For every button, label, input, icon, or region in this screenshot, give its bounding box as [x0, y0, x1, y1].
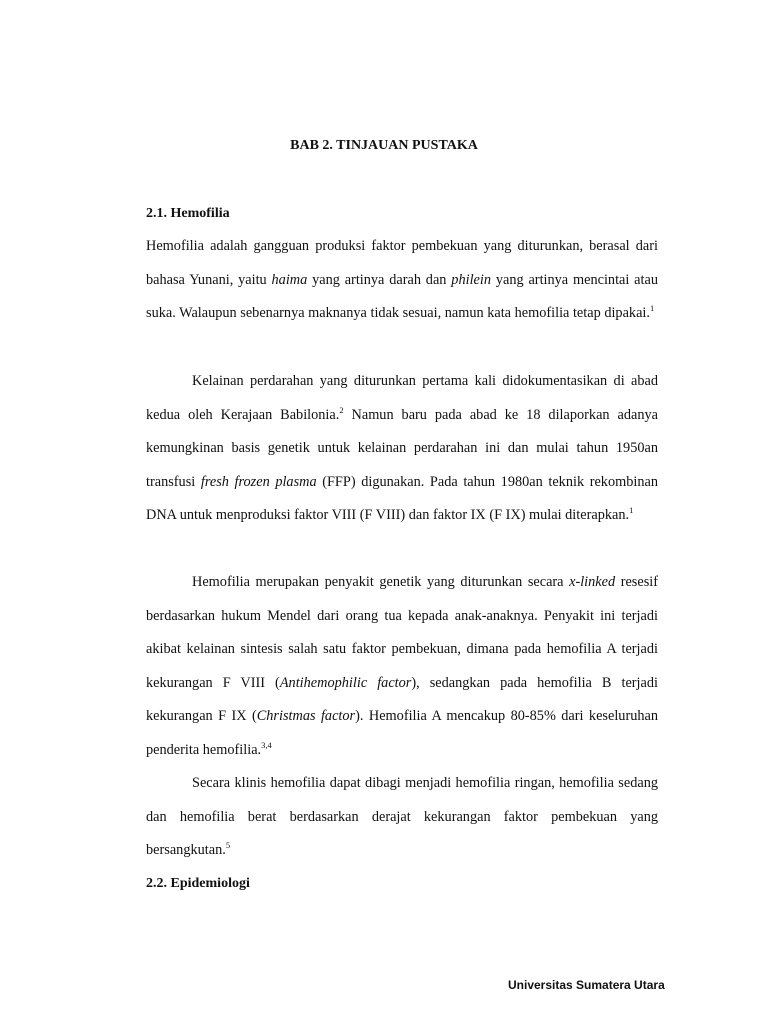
- paragraph-3: [146, 566, 658, 768]
- citation-superscript: 3,4: [261, 739, 272, 750]
- paragraph-4: [146, 767, 658, 868]
- italic-term: Christmas factor: [256, 708, 356, 725]
- paragraph-text: Secara klinis hemofilia dapat dibagi menjadi hemofilia ringan, hemofilia sedang dan hemofilia berat berdasarkan derajat kekurangan faktor pembekuan yang bersangkutan.: [146, 775, 658, 859]
- citation-superscript: 1: [629, 505, 634, 516]
- paragraph-2: [146, 365, 658, 533]
- section-heading-hemofilia: 2.1. Hemofilia: [146, 206, 230, 221]
- paragraph-text: Kelainan perdarahan yang diturunkan pertama kali didokumentasikan di abad kedua oleh Kerajaan Babilonia.: [146, 373, 658, 423]
- paragraph-text: yang artinya darah dan: [307, 271, 452, 288]
- chapter-title: BAB 2. TINJAUAN PUSTAKA: [290, 138, 478, 153]
- citation-superscript: 5: [225, 840, 231, 851]
- italic-term: Antihemophilic factor: [279, 674, 412, 691]
- footer-university: Universitas Sumatera Utara: [508, 978, 665, 992]
- paragraph-text: yang artinya mencintai atau suka. Walaupun sebenarnya maknanya tidak sesuai, namun kata hemofilia tetap dipakai.: [146, 271, 658, 322]
- section-heading-epidemiologi: 2.2. Epidemiologi: [146, 876, 250, 891]
- italic-term: haima: [271, 271, 308, 288]
- citation-superscript: 1: [649, 303, 655, 314]
- citation-superscript: 2: [339, 404, 344, 415]
- italic-term: x-linked: [569, 574, 616, 590]
- italic-term: philein: [451, 271, 492, 288]
- paragraph-text: Hemofilia merupakan penyakit genetik yang diturunkan secara: [192, 574, 570, 590]
- paragraph-text: Namun baru pada abad ke 18 dilaporkan adanya kemungkinan basis genetik untuk kelainan perdarahan ini dan mulai tahun 1950an transfusi: [146, 406, 658, 490]
- paragraph-1: [146, 230, 658, 331]
- italic-term: fresh frozen plasma: [200, 473, 317, 490]
- paragraph-text: ), sedangkan pada hemofilia B terjadi kekurangan F IX (: [146, 674, 658, 725]
- paragraph-text: Hemofilia adalah gangguan produksi faktor pembekuan yang diturunkan, berasal dari bahasa Yunani, yaitu: [146, 238, 658, 288]
- paragraph-text: ). Hemofilia A mencakup 80-85% dari keseluruhan penderita hemofilia.: [146, 708, 658, 758]
- paragraph-text: (FFP) digunakan. Pada tahun 1980an teknik rekombinan DNA untuk menproduksi faktor VIII (F VIII) dan faktor IX (F IX) mulai diterapkan.: [146, 473, 658, 524]
- paragraph-text: resesif berdasarkan hukum Mendel dari orang tua kepada anak-anaknya. Penyakit ini terjadi akibat kelainan sintesis salah satu faktor pembekuan, dimana pada hemofilia A terjadi kekurangan F VIII (: [146, 574, 659, 691]
